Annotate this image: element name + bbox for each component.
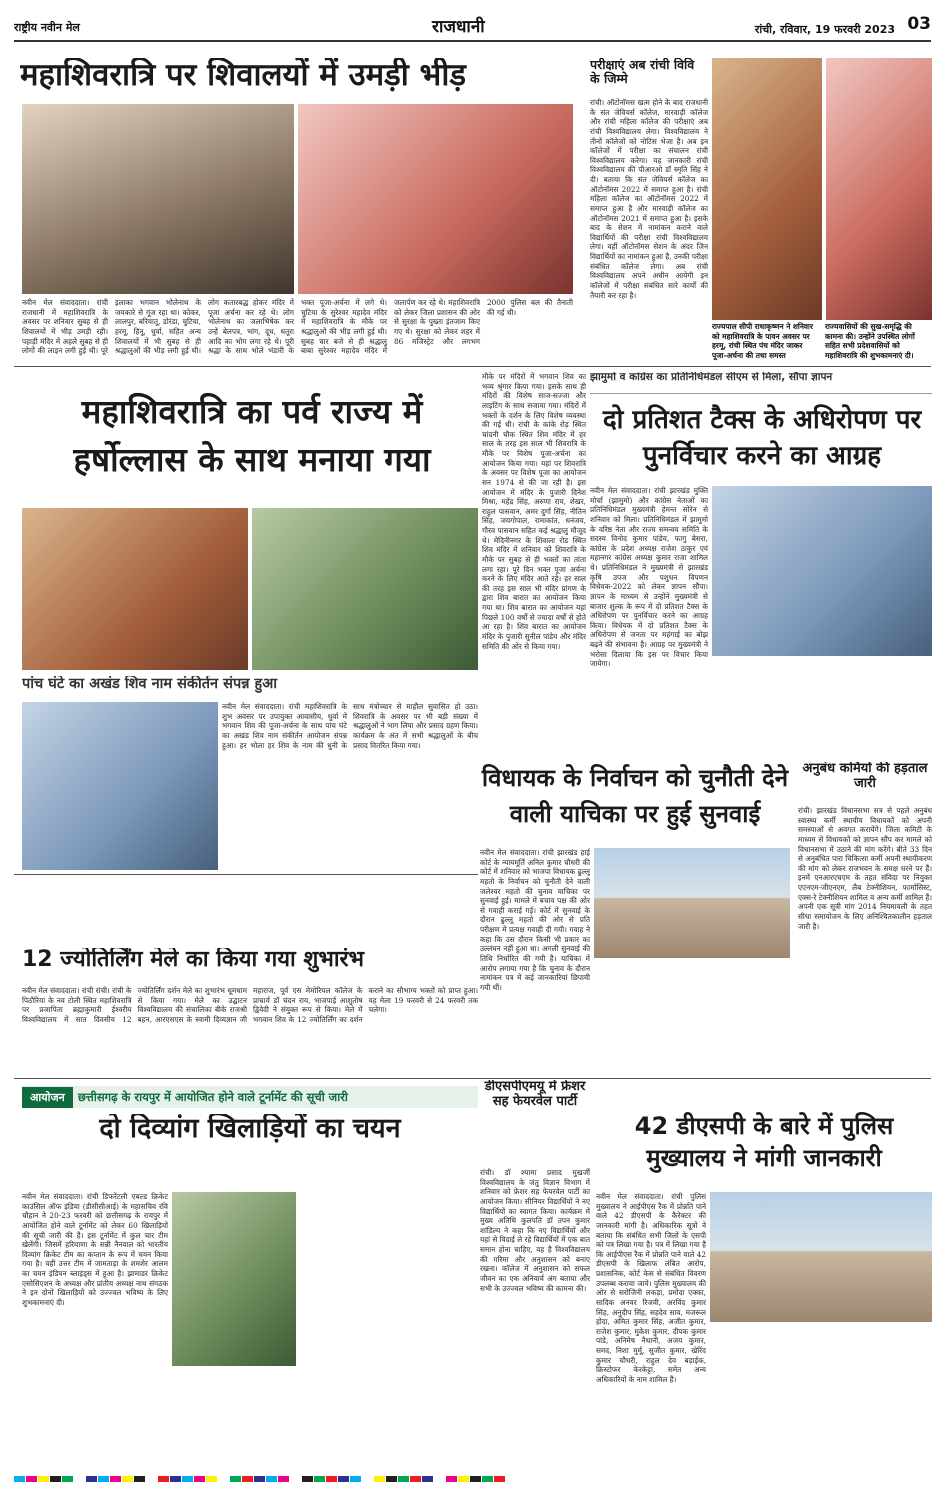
story11-headline: डीएसपीएमयू में फ्रेशर सह फेयरवेल पार्टी: [484, 1080, 586, 1109]
registration-swatch: [314, 1476, 325, 1482]
logo: राष्ट्रीय नवीन मेल: [14, 21, 80, 34]
registration-swatch: [362, 1476, 373, 1482]
registration-swatch: [302, 1476, 313, 1482]
page-number: 03: [907, 14, 931, 34]
story3-photo-1: [22, 508, 248, 670]
section-title: राजधानी: [432, 17, 485, 37]
registration-swatch: [422, 1476, 433, 1482]
story1-photo-crowd: [22, 104, 294, 294]
registration-swatch: [146, 1476, 157, 1482]
registration-swatch: [338, 1476, 349, 1482]
masthead: [14, 12, 931, 42]
story12-photo: [710, 1192, 932, 1322]
registration-swatch: [86, 1476, 97, 1482]
story3-photo-2: [252, 508, 478, 670]
story12-headline: 42 डीएसपी के बारे में पुलिस मुख्यालय ने मांगी जानकारी: [634, 1112, 894, 1173]
color-swatches: [14, 1470, 518, 1482]
registration-swatch: [218, 1476, 229, 1482]
registration-swatch: [350, 1476, 361, 1482]
registration-swatch: [494, 1476, 505, 1482]
story7-body: नवीन मेल संवाददाता। रांची झारखंड हाई कोर्ट के न्यायमूर्ति अनिल कुमार चौधरी की कोर्ट में शनिवार को भाजपा विधायक ढुल्लू महतो के निर्वाचन को चुनौती देने वाली जलेश्वर महतो की चुनाव याचिका पर सुनवाई हुई। मामले में बचाव पक्ष की ओर से गवाही कराई गई। कोर्ट में सुनवाई के दौरान ढुल्लू महतो की ओर से प्रति परीक्षण में प्रत्यक्ष गवाही दी गयी। गवाह ने कहा कि उस दौरान किसी भी प्रकार का उल्लंघन नहीं हुआ था। अगली सुनवाई की तिथि निर्धारित की गयी है। याचिका में आरोप लगाया गया है कि चुनाव के दौरान नामांकन पत्र में कई जानकारियां छिपायी गयी थीं।: [480, 848, 590, 992]
dateline: रांची, रविवार, 19 फरवरी 2023: [754, 23, 895, 36]
divider: [14, 366, 931, 367]
story8-body: रांची। झारखंड विधानसभा सत्र से पहले अनुबंध स्वास्थ्य कर्मी स्थायीय विधायकों को अपनी समस्याओं से अवगत करायेंगे। जिला कमिटी के माध्यम से विधायकों को ज्ञापन सौंप कर मामले को विधानसभा में उठाने की मांग करेंगे। बीते 33 दिन से अनुबंधित पारा चिकित्सा कर्मी अपनी स्थायीकरण की मांग को लेकर राजभवन के समक्ष धरने पर हैं। इनमें एनआरएचएम के तहत संविदा पर नियुक्त एएनएम-जीएनएम, लैब टेक्नीशियन, फार्मासिस्ट, एक्स-रे टेक्नीशियन शामिल व अन्य कर्मी शामिल हैं। अपनी एक सूत्री मांग 2014 नियमावली के तहत सीधा समायोजन के लिए अनिश्चितकालीन हड़ताल जारी है।: [798, 806, 932, 931]
story6-body: नवीन मेल संवाददाता। रांची महाशिवरात्रि के शुभ अवसर पर उपायुक्त आवासीय, धुर्वा में भगवान शिव की पूजा-अर्चना के साथ पांच घंटे का अखंड शिव नाम संकीर्तन आयोजन संपन्न हुआ। हर भोला हर शिव के नाम की धुनी के साथ मंत्रोच्चार से माहौल सुवासित हो उठा। शिवरात्रि के अवसर पर भी बड़ी संख्या में श्रद्धालुओं ने भाग लिया और प्रसाद ग्रहण किया। कार्यक्रम के अंत में सभी श्रद्धालुओं के बीच प्रसाद वितरित किया गया।: [222, 702, 478, 750]
registration-swatch: [458, 1476, 469, 1482]
story5-photo: [712, 486, 932, 656]
story8-headline: अनुबंध कर्मियों की हड़ताल जारी: [802, 762, 928, 791]
registration-swatch: [194, 1476, 205, 1482]
story5-headline: दो प्रतिशत टैक्स के अधिरोपण पर पुनर्विचार करने का आग्रह: [602, 405, 922, 472]
registration-swatch: [170, 1476, 181, 1482]
story10-headline: दो दिव्यांग खिलाड़ियों का चयन: [99, 1114, 401, 1144]
governor-photo-2: [826, 58, 932, 320]
story1-photo-shiva: [298, 104, 573, 294]
governor-caption: राज्यपाल सीपी राधाकृष्णन ने शनिवार को महाशिवरात्रि के पावन अवसर पर हरमू, रांची स्थित पंच मंदिर जाकर पूजा-अर्चना की तथा समस्त राज्यवासियों की सुख-समृद्धि की कामना की। उन्होंने उपस्थित लोगों सहित सभी प्रदेशवासियों को महाशिवरात्रि की शुभकामनाएं दी।: [712, 322, 915, 360]
story10-tag: आयोजन: [22, 1087, 73, 1108]
registration-swatch: [446, 1476, 457, 1482]
registration-swatch: [254, 1476, 265, 1482]
registration-swatch: [506, 1476, 517, 1482]
story5-banner-box: [590, 372, 932, 394]
story12-body: नवीन मेल संवाददाता। रांची पुलिस मुख्यालय ने आईपीएस रैंक में प्रोन्नति पाने वाले 42 डीएसपी के कैरेक्टर की जानकारी मांगी है। अधिकारिक सूत्रों ने बताया कि संबंधित सभी जिलों के एसपी को पत्र लिखा गया है। पत्र में लिखा गया है कि आईपीएस रैंक में प्रोन्नति पाने वाले 42 डीएसपी के खिलाफ लंबित आरोप, प्रशासनिक, कोर्ट केस से संबंधित विवरण उपलब्ध कराया जाये। पुलिस मुख्यालय की ओर से सरोजिनी लकड़ा, प्रमोदा एक्का, सादिक अनवर रिजवी, अरविंद कुमार सिंह, अनुदीप सिंह, सहदेव साव, मजरूल होदा, अमित कुमार सिंह, अजीत कुमार, राजेश कुमार, मुकेश कुमार, दीपक कुमार पांडे, अनिमेष नैथानी, अजय कुमार, समद, निशा मुर्मू, सुजीत कुमार, खेरिंद कुमार चौधरी, राहुल देव बड़ाईक, क्रिस्टोफर केरकेट्टा, समेत अन्य अधिकारियों के नाम शामिल हैं।: [596, 1192, 706, 1384]
registration-swatch: [374, 1476, 385, 1482]
registration-swatch: [98, 1476, 109, 1482]
registration-swatch: [326, 1476, 337, 1482]
story7-headline: विधायक के निर्वाचन को चुनौती देने वाली याचिका पर हुई सुनवाई: [481, 764, 789, 828]
registration-swatch: [290, 1476, 301, 1482]
registration-swatch: [266, 1476, 277, 1482]
story5-banner: झामुमो व कांग्रेस का प्रतिनिधिमंडल सीएम से मिला, सौंपा ज्ञापन: [590, 372, 833, 383]
registration-swatch: [134, 1476, 145, 1482]
registration-swatch: [62, 1476, 73, 1482]
story9-body: नवीन मेल संवाददाता। रांची रांची। रांची के पिठौरिया के नव टोली स्थित महाशिवरात्रि पर प्रजापिता ब्रह्माकुमारी ईश्वरीय विश्वविद्यालय में सात दिवसीय 12 ज्योतिर्लिंग दर्शन मेले का शुभारंभ धूमधाम से किया गया। मेले का उद्घाटन विश्वविद्यालय की संचालिका बीके राजश्री बहन, आरएसएस के स्वामी दिव्यज्ञान जी महाराज, पूर्व एस मेमोरियल कॉलेज के प्राचार्य डॉ चंदन राय, भाजपाई आशुतोष द्विवेदी ने संयुक्त रूप से किया। मेले में भगवान शिव के 12 ज्योतिर्लिंग का दर्शन कराने का सौभाग्य भक्तों को प्राप्त हुआ। यह मेला 19 फरवरी से 24 फरवरी तक चलेगा।: [22, 986, 478, 1024]
story2-body: रांची। ऑटोनॉमस खत्म होने के बाद राजधानी के संत जेवियर्स कॉलेज, मारवाड़ी कॉलेज और रांची महिला कॉलेज की परीक्षाएं अब रांची विश्वविद्यालय लेगा। विश्वविद्यालय ने तीनों कॉलेजों को नोटिस भेजा है। अब इन कॉलेजों में परीक्षा का संचालन रांची विश्वविद्यालय करेगा। यह जानकारी रांची विश्वविद्यालय की पीआरओ डॉ स्मृति सिंह ने दी। बताया कि संत जेवियर्स कॉलेज का ऑटोनॉमस 2022 में समाप्त हुआ है। रांची महिला कॉलेज का ऑटोनॉमस 2022 में समाप्त हुआ है और मारवाड़ी कॉलेज का ऑटोनॉमस 2021 में समाप्त हुआ है। इसके बाद के सेशन में नामांकन कराने वाले विद्यार्थियों की परीक्षा रांची विश्वविद्यालय लेगा। वहीं ऑटोनॉमस सेशन के अंदर जिन विद्यार्थियों का नामांकन हुआ है, उनकी परीक्षा संबंधित कॉलेज लेगा। अब रांची विश्वविद्यालय अपने अधीन आयेगी इन कॉलेजों में परीक्षा संबंधित सारे कार्यों की तैयारी कर रहा है।: [590, 98, 708, 300]
registration-swatch: [38, 1476, 49, 1482]
story6-photo: [22, 702, 218, 870]
divider-mid: [14, 874, 478, 875]
story5-body: नवीन मेल संवाददाता। रांची झारखंड मुक्ति मोर्चा (झामुमो) और कांग्रेस नेताओं का प्रतिनिधिमंडल मुख्यमंत्री हेमन्त सोरेन से शनिवार को मिला। प्रतिनिधिमंडल में झामुमो के वरिष्ठ नेता और राज्य समन्वय समिति के सदस्य विनोद कुमार पांडेय, फागु बेसरा, कांग्रेस के प्रदेश अध्यक्ष राजेश ठाकुर एवं महानगर कांग्रेस अध्यक्ष कुमार राजा शामिल थे। प्रतिनिधिमंडल ने मुख्यमंत्री से झारखंड कृषि उपज और पशुधन विपणन विधेयक-2022 को लेकर ज्ञापन सौंपा। ज्ञापन के माध्यम से उन्होंने मुख्यमंत्री से बाजार शुल्क के रूप में दो प्रतिशत टैक्स के अधिरोपण पर पुनर्विचार करने का आग्रह किया। विधेयक में दो प्रतिशत टैक्स के अधिरोपण से जनता पर महंगाई का बोझ बढ़ने की संभावना है। आग्रह पर मुख्यमंत्री ने भरोसा दिलाया कि इस पर विचार किया जायेगा।: [590, 486, 708, 669]
story10-kicker-bar: [22, 1086, 478, 1108]
registration-strip: [14, 1470, 931, 1482]
registration-swatch: [482, 1476, 493, 1482]
registration-swatch: [242, 1476, 253, 1482]
registration-swatch: [182, 1476, 193, 1482]
story3-headline: महाशिवरात्रि का पर्व राज्य में हर्षोल्लास के साथ मनाया गया: [73, 392, 431, 479]
story11-body: रांची। डॉ श्यामा प्रसाद मुखर्जी विश्वविद्यालय के जंतु विज्ञान विभाग में शनिवार को फ्रेशर सह फेयरवेल पार्टी का आयोजन किया। सीनियर विद्यार्थियों ने नए विद्यार्थियों का स्वागत किया। कार्यक्रम में मुख्य अतिथि कुलपति डॉ तपन कुमार शांडिल्य ने कहा कि नए विद्यार्थियों और यहां से विदाई ले रहे विद्यार्थियों में एक बात समान होना चाहिए, वह है विश्वविद्यालय की गरिमा और अनुशासन को बनाए रखना। कॉलेज में अनुशासन को सफल जीवन का एक अनिवार्य अंग बताया और सभी के उज्ज्वल भविष्य की कामना की।: [480, 1168, 590, 1293]
registration-swatch: [230, 1476, 241, 1482]
story2-headline: परीक्षाएं अब रांची विवि के जिम्मे: [590, 58, 695, 86]
registration-swatch: [14, 1476, 25, 1482]
story10-kicker: छत्तीसगढ़ के रायपुर में आयोजित होने वाले टूर्नामेंट की सूची जारी: [77, 1090, 348, 1104]
registration-swatch: [110, 1476, 121, 1482]
registration-swatch: [74, 1476, 85, 1482]
registration-swatch: [158, 1476, 169, 1482]
registration-swatch: [398, 1476, 409, 1482]
story10-photo: [172, 1192, 296, 1366]
story9-headline: 12 ज्योतिर्लिंग मेले का किया गया शुभारंभ: [22, 948, 365, 972]
registration-swatch: [278, 1476, 289, 1482]
story1-body: नवीन मेल संवाददाता। रांची राजधानी में महाशिवरात्रि के अवसर पर शनिवार सुबह से ही शिवालयों में भीड़ उमड़ी रही। पहाड़ी मंदिर में अहले सुबह से ही लोगों की लाइन लगी हुई थी। पूरे इलाका भगवान भोलेनाथ के जयकारे से गूंज रहा था। कोकर, लालपुर, बरियातू, डोरंडा, चुटिया, हरमू, हिनू, धुर्वा, सहित अन्य शिवालयों में भी सुबह से ही श्रद्धालुओं की भीड़ लगी हुई थी। लोग कतारबद्ध होकर मंदिर में पूजा अर्चना कर रहे थे। लोग भोलेनाथ का जलाभिषेक कर उन्हें बेलपत्र, भांग, दूध, धतूरा आदि का भोग लगा रहे थे। पूरी श्रद्धा के साथ भोले भंडारी के भक्त पूजा-अर्चना में लगे थे। चुटिया के सुरेश्वर महादेव मंदिर में महाशिवरात्रि के मौके पर श्रद्धालुओं की भीड़ लगी हुई थी। सुबह चार बजे से ही श्रद्धालु बाबा सुरेश्वर महादेव मंदिर में जलार्पण कर रहे थे। महाशिवरात्रि को लेकर जिला प्रशासन की ओर से सुरक्षा के पुख्ता इंतजाम किए गए थे। सुरक्षा को लेकर शहर में 86 मजिस्ट्रेट और लगभग 2000 पुलिस बल की तैनाती की गई थी।: [22, 298, 573, 356]
story10-body: नवीन मेल संवाददाता। रांची डिफरेंटली एबल्ड क्रिकेट काउंसिल ऑफ इंडिया (डीसीसीआई) के महासचिव रवि चौहान ने 20-23 फरवरी को छत्तीसगढ़ के रायपुर में आयोजित होने वाले टूर्नामेंट को लेकर 60 खिलाड़ियों की सूची जारी की है। इस टूर्नामेंट में कुल चार टीम खेलेंगी। जिसमें हरियाणा के सन्नी नैनवाल को भारतीय दिव्यांग क्रिकेट टीम का कप्तान के रूप में चयन किया गया है। वहीं उत्तर टीम में जामताड़ा के शमशेर आलम का चयन इंडियन ब्लाइंड्स में हुआ है। झामाडर क्रिकेट एसोसिएशन के अध्यक्ष और प्रांतीय अध्यक्ष नाथ संगठक ने इन दोनों खिलाड़ियों को उज्ज्वल भविष्य के लिए शुभकामनाएं दी।: [22, 1192, 168, 1307]
registration-swatch: [26, 1476, 37, 1482]
registration-swatch: [386, 1476, 397, 1482]
governor-photo-1: [712, 58, 822, 320]
registration-swatch: [206, 1476, 217, 1482]
registration-swatch: [410, 1476, 421, 1482]
registration-swatch: [470, 1476, 481, 1482]
registration-swatch: [50, 1476, 61, 1482]
divider-bottom: [14, 1078, 931, 1079]
registration-swatch: [434, 1476, 445, 1482]
story10-body-cont: [300, 1192, 478, 1458]
story7-photo: [594, 848, 790, 958]
registration-swatch: [122, 1476, 133, 1482]
story3-body: मौके पर मंदिरों में भगवान शिव का भव्य श्रृंगार किया गया। इसके साथ ही मंदिरों की विशेष साज-सज्जा और लाइटिंग के साथ सजाया गया। मंदिरों में भक्तों के दर्शन के लिए विशेष व्यवस्था की गई थी। रांची के कांके रोड़ स्थित चांदनी चौक स्थित शिव मंदिर में हर साल के तरह इस साल भी शिवरात्रि के मौके पर विशेष पूजा-अर्चना का आयोजन किया गया। यहां पर शिवरात्रि के अवसर पर विशेष पूजा का आयोजन सन 1974 से की जा रही है। इस आयोजन में मंदिर के पुजारी दिनेश मिश्रा, महेंद्र सिंह, अरुणा राय, शेखर, राहुल पासवान, अमर दुर्गा सिंह, नीतिन सिंह, जयगोपाल, रामाकांत, धनंजय, गौरव पासवान सहित कई श्रद्धालु मौजूद थे। मेदिनीनगर के शिवाला रोड स्थित शिव मंदिर में शनिवार को शिवरात्रि के मौके पर सुबह से ही भक्तों का तांता लगा रहा। पूरे दिन भक्त पूजा अर्चना करने के लिए मंदिर आते रहे। हर साल की तरह इस साल भी मंदिर प्रांगण के द्वारा शिव बारात का आयोजन किया गया था। शिव बारात का आयोजन यहां पिछले 100 वर्षों से ज्यादा वर्षों से होते आ रहा है। शिव बारात का आयोजन मंदिर के पुजारी सुनील पांडेय और मंदिर समिति की ओर से किया गया।: [482, 372, 586, 651]
story6-headline: पांच घंटे का अखंड शिव नाम संकीर्तन संपन्न हुआ: [22, 676, 278, 692]
story1-headline: महाशिवरात्रि पर शिवालयों में उमड़ी भीड़: [20, 58, 466, 93]
